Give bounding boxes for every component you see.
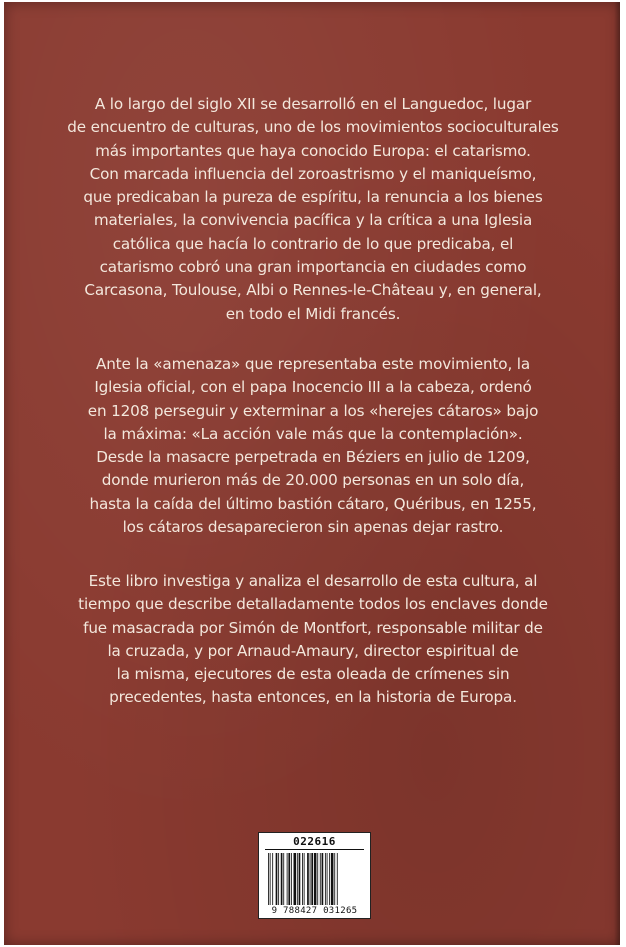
blurb-line: precedentes, hasta entonces, en la historia de Europa. <box>109 688 517 707</box>
blurb-line: católica que hacía lo contrario de lo que predicaba, el <box>112 234 514 253</box>
barcode-label <box>258 832 371 919</box>
blurb-line: donde murieron más de 20.000 personas en un solo día, <box>101 471 525 490</box>
isbn-number: 9 788427 031265 <box>271 906 358 916</box>
blurb-line: fue masacrada por Simón de Montfort, responsable militar de <box>83 618 543 637</box>
barcode-divider <box>265 849 364 850</box>
blurb-paragraph-3 <box>0 570 626 710</box>
blurb-line: tiempo que describe detalladamente todos los enclaves donde <box>78 595 548 614</box>
blurb-line: los cátaros desaparecieron sin apenas dejar rastro. <box>122 518 504 537</box>
blurb-paragraph-1 <box>0 93 626 326</box>
blurb-line: Iglesia oficial, con el papa Inocencio III a la cabeza, ordenó <box>94 378 532 397</box>
blurb-line: Este libro investiga y analiza el desarrollo de esta cultura, al <box>88 572 538 590</box>
barcode-icon <box>267 853 364 905</box>
blurb-line: de encuentro de culturas, uno de los movimientos socioculturales <box>67 118 559 137</box>
blurb-line: materiales, la convivencia pacífica y la crítica a una Iglesia <box>93 211 533 230</box>
blurb-line: A lo largo del siglo XII se desarrolló en el Languedoc, lugar <box>94 95 532 113</box>
blurb-line: hasta la caída del último bastión cátaro, Quéribus, en 1255, <box>89 494 537 513</box>
blurb-line: Con marcada influencia del zoroastrismo y el maniqueísmo, <box>89 164 537 183</box>
blurb-line: Carcasona, Toulouse, Albi o Rennes-le-Château y, en general, <box>84 281 542 300</box>
blurb-line: la misma, ejecutores de esta oleada de crímenes sin <box>116 665 510 684</box>
blurb-line: Desde la masacre perpetrada en Béziers en julio de 1209, <box>96 448 530 467</box>
blurb-line: en todo el Midi francés. <box>225 304 401 323</box>
barcode-code: 022616 <box>293 835 336 848</box>
blurb-line: catarismo cobró una gran importancia en ciudades como <box>99 258 527 277</box>
blurb-line: Ante la «amenaza» que representaba este movimiento, la <box>95 355 531 373</box>
blurb-line: que predicaban la pureza de espíritu, la renuncia a los bienes <box>83 188 543 207</box>
blurb-line: la máxima: «La acción vale más que la contemplación». <box>103 424 523 443</box>
blurb-line: más importantes que haya conocido Europa: el catarismo. <box>95 141 531 160</box>
blurb-line: en 1208 perseguir y exterminar a los «herejes cátaros» bajo <box>87 401 539 420</box>
blurb-paragraph-2 <box>0 353 626 539</box>
blurb-line: la cruzada, y por Arnaud-Amaury, director espiritual de <box>107 641 519 660</box>
